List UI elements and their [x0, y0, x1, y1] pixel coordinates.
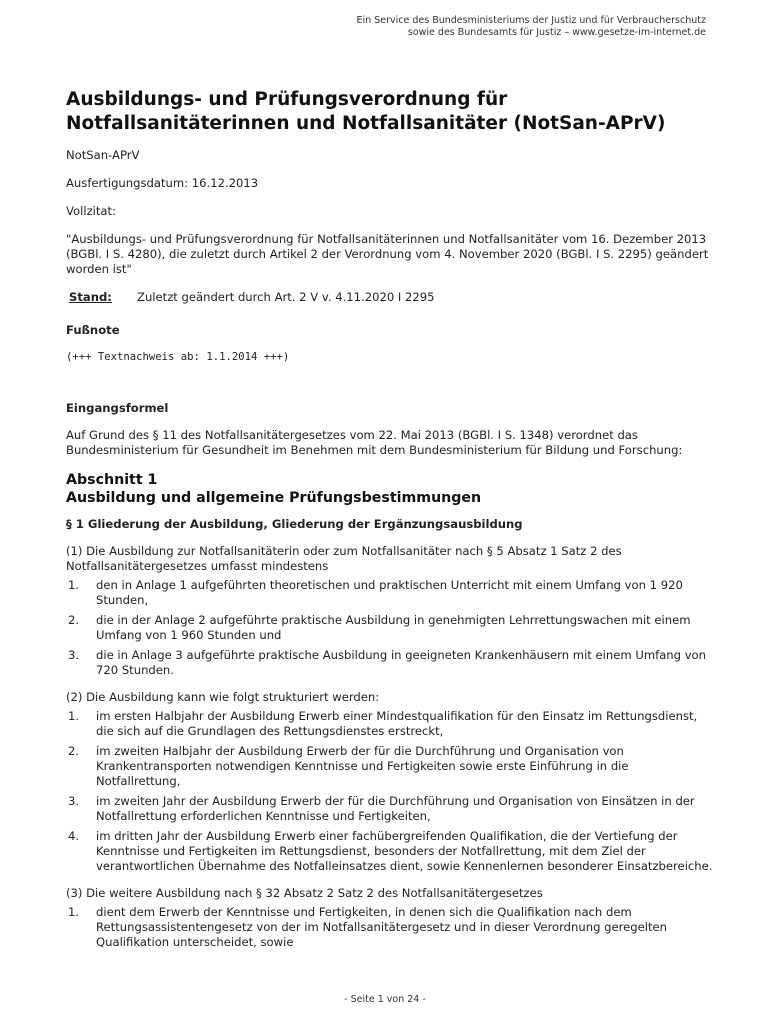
list-item-number: 2.: [68, 744, 80, 758]
service-line-1: Ein Service des Bundesministeriums der Justiz und für Verbraucherschutz: [356, 15, 706, 26]
textnachweis: (+++ Textnachweis ab: 1.1.2014 +++): [66, 351, 290, 363]
list-item-text: im zweiten Jahr der Ausbildung Erwerb der für die Durchführung und Organisation von Einsätzen in der Notfallrettung erforderlichen Kenntnisse und Fertigkeiten,: [96, 794, 695, 823]
absatz-2-intro: (2) Die Ausbildung kann wie folgt strukturiert werden:: [66, 690, 380, 704]
short-title: NotSan-APrV: [66, 148, 140, 162]
list-item-number: 3.: [68, 648, 80, 662]
list-item: [66, 578, 716, 608]
list-item-number: 1.: [68, 709, 80, 723]
vollzitat-label: Vollzitat:: [66, 204, 116, 218]
list-item-number: 1.: [68, 905, 80, 919]
absatz-1-intro: (1) Die Ausbildung zur Notfallsanitäterin oder zum Notfallsanitäter nach § 5 Absatz 1 Satz 2 des Notfallsanitätergesetzes umfasst mindestens: [66, 544, 622, 573]
section-heading: [66, 471, 716, 507]
stand-text: Zuletzt geändert durch Art. 2 V v. 4.11.2020 I 2295: [137, 290, 435, 304]
page-number: - Seite 1 von 24 -: [344, 994, 426, 1005]
list-item-text: den in Anlage 1 aufgeführten theoretischen und praktischen Unterricht mit einem Umfang von 1 920 Stunden,: [96, 578, 683, 607]
list-item: [66, 613, 716, 643]
list-item: [66, 744, 716, 789]
list-item: [66, 905, 716, 950]
stand-label: Stand:: [69, 290, 112, 304]
vollzitat-text: "Ausbildungs- und Prüfungsverordnung für Notfallsanitäterinnen und Notfallsanitäter vom 16. Dezember 2013 (BGBl. I S. 4280), die zuletzt durch Artikel 2 der Verordnung vom 4. November 2020 (BGBl. I S. 2295) geändert worden ist": [66, 232, 709, 276]
stand-row: [66, 290, 716, 305]
list-item-number: 4.: [68, 829, 80, 843]
list-item-text: im ersten Halbjahr der Ausbildung Erwerb einer Mindestqualifikation für den Einsatz im Rettungsdienst, die sich auf die Grundlagen des Rettungsdienstes erstreckt,: [96, 709, 698, 738]
list-item-text: im zweiten Halbjahr der Ausbildung Erwerb der für die Durchführung und Organisation von Krankentransporten notwendigen Kenntnisse und Fertigkeiten sowie erste Einführung in die Notfallrettung,: [96, 744, 629, 788]
absatz-2-list: [66, 709, 716, 874]
absatz-1-list: [66, 578, 716, 678]
paragraph-heading: § 1 Gliederung der Ausbildung, Gliederung der Ergänzungsausbildung: [66, 517, 523, 531]
list-item-text: die in der Anlage 2 aufgeführte praktische Ausbildung in genehmigten Lehrrettungswachen mit einem Umfang von 1 960 Stunden und: [96, 613, 691, 642]
ausfertigungsdatum: Ausfertigungsdatum: 16.12.2013: [66, 176, 259, 190]
service-header: [357, 15, 706, 39]
list-item-text: dient dem Erwerb der Kenntnisse und Fertigkeiten, in denen sich die Qualifikation nach dem Rettungsassistentengesetz von der im Notfallsanitätergesetz und in dieser Verordnung geregelten Qualifikation unterscheidet, sowie: [96, 905, 667, 949]
service-line-2: sowie des Bundesamts für Justiz – www.gesetze-im-internet.de: [407, 27, 706, 38]
eingangsformel-heading: Eingangsformel: [66, 401, 169, 415]
eingangsformel-text: Auf Grund des § 11 des Notfallsanitätergesetzes vom 22. Mai 2013 (BGBl. I S. 1348) verordnet das Bundesministerium für Gesundheit im Benehmen mit dem Bundesministerium für Bildung und Forschung:: [66, 428, 683, 457]
section-title: Ausbildung und allgemeine Prüfungsbestimmungen: [66, 490, 482, 506]
list-item-text: die in Anlage 3 aufgeführte praktische Ausbildung in geeigneten Krankenhäusern mit einem Umfang von 720 Stunden.: [96, 648, 706, 677]
list-item-number: 1.: [68, 578, 80, 592]
document-content: [66, 88, 716, 962]
list-item-text: im dritten Jahr der Ausbildung Erwerb einer fachübergreifenden Qualifikation, die der Vertiefung der Kenntnisse und Fertigkeiten im Rettungsdienst, besonders der Notfallrettung, mit dem Ziel der verantwortlichen Übernahme des Notfalleinsatzes dient, sowie Kennenlernen besonderer Einsatzbereiche.: [96, 829, 713, 873]
list-item-number: 2.: [68, 613, 80, 627]
section-number: Abschnitt 1: [66, 472, 158, 488]
absatz-3-intro: (3) Die weitere Ausbildung nach § 32 Absatz 2 Satz 2 des Notfallsanitätergesetzes: [66, 886, 543, 900]
fussnote-heading: Fußnote: [66, 323, 120, 337]
list-item: [66, 794, 716, 824]
list-item: [66, 709, 716, 739]
list-item-number: 3.: [68, 794, 80, 808]
list-item: [66, 648, 716, 678]
absatz-3-list: [66, 905, 716, 950]
document-title: Ausbildungs- und Prüfungsverordnung für Notfallsanitäterinnen und Notfallsanitäter (NotSan-APrV): [66, 89, 666, 134]
list-item: [66, 829, 716, 874]
